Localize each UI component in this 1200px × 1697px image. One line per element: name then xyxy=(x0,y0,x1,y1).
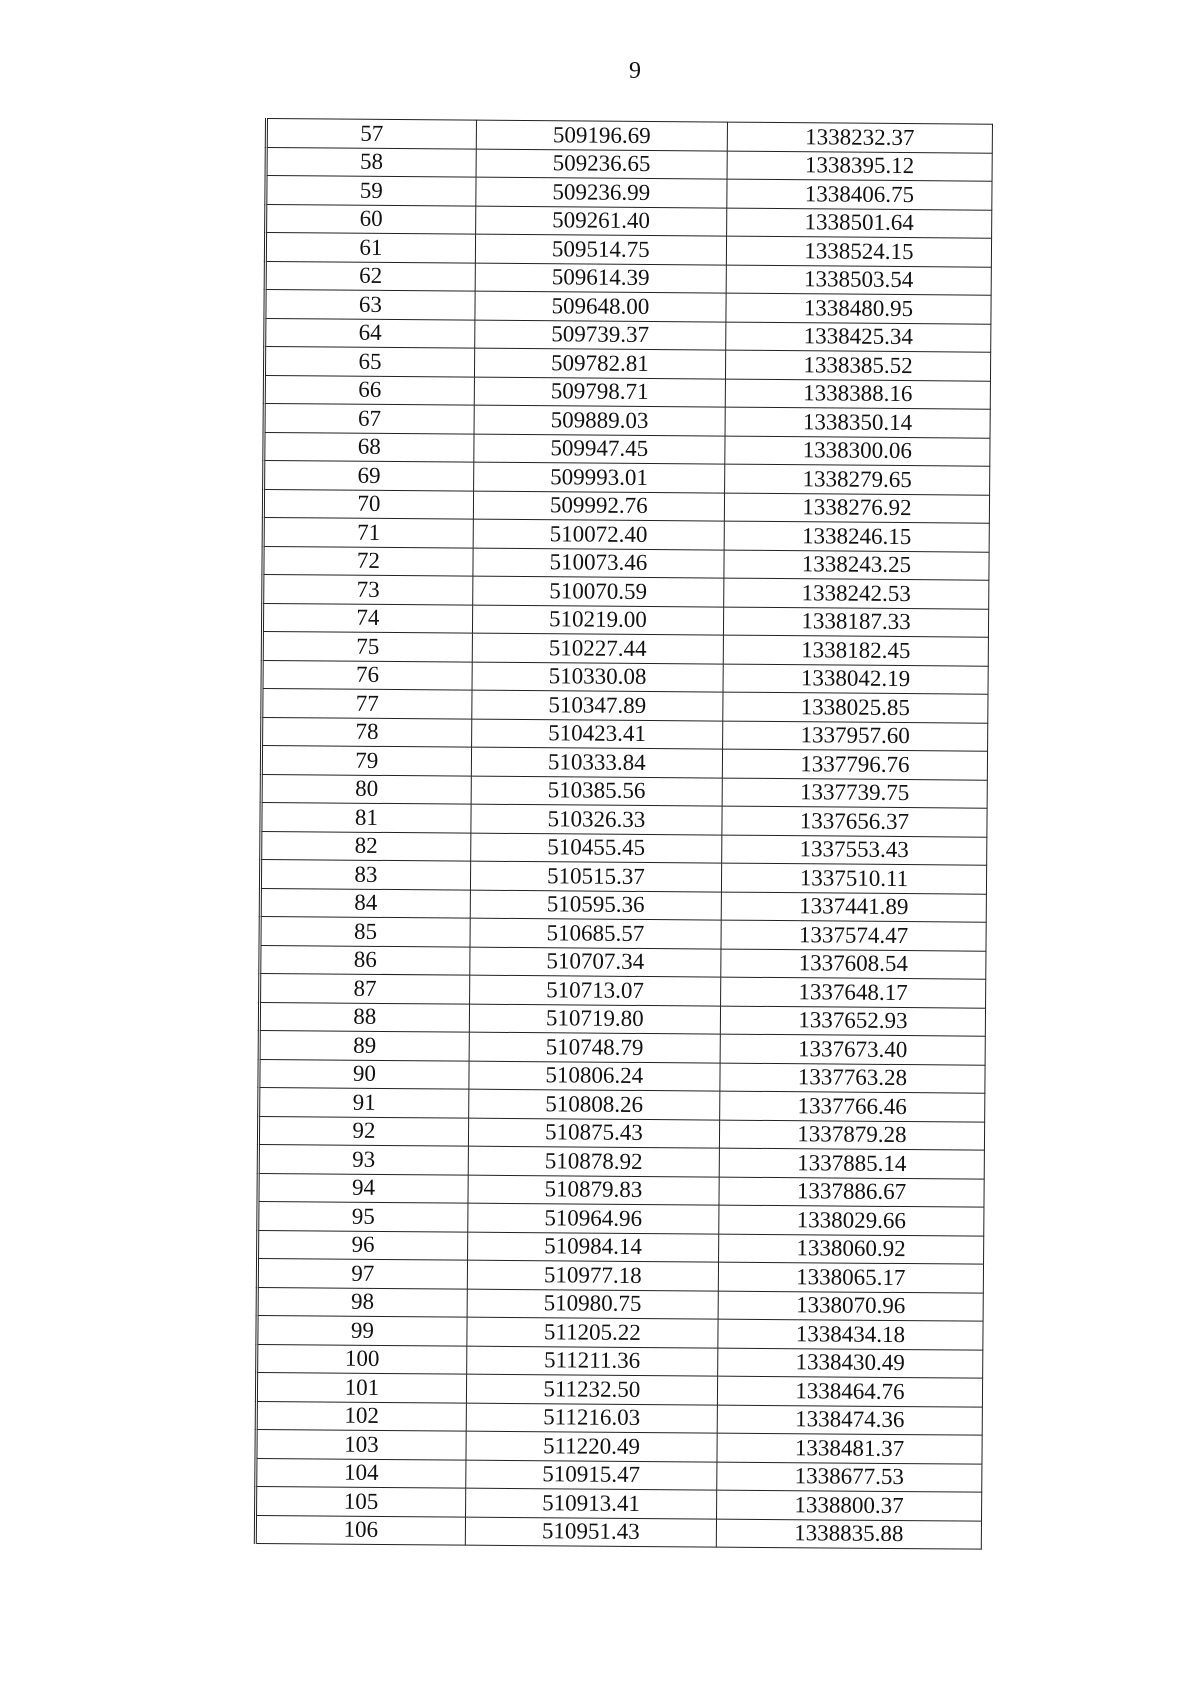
y-coordinate-cell: 1337574.47 xyxy=(721,920,986,951)
x-coordinate-cell: 510951.43 xyxy=(465,1517,716,1547)
table-row xyxy=(255,1515,981,1549)
point-number-cell: 83 xyxy=(260,859,470,889)
x-coordinate-cell: 509993.01 xyxy=(473,462,724,492)
y-coordinate-cell: 1338677.53 xyxy=(717,1462,982,1493)
point-number-cell: 73 xyxy=(263,574,473,604)
point-number-cell: 84 xyxy=(260,888,470,918)
y-coordinate-cell: 1338503.54 xyxy=(726,265,991,296)
x-coordinate-cell: 511232.50 xyxy=(466,1374,717,1404)
x-coordinate-cell: 510073.46 xyxy=(473,548,724,578)
y-coordinate-cell: 1338065.17 xyxy=(718,1262,983,1293)
x-coordinate-cell: 511216.03 xyxy=(466,1403,717,1433)
y-coordinate-cell: 1338350.14 xyxy=(725,407,990,438)
x-coordinate-cell: 510713.07 xyxy=(469,975,720,1005)
x-coordinate-cell: 510964.96 xyxy=(468,1203,719,1233)
y-coordinate-cell: 1338187.33 xyxy=(723,607,988,638)
y-coordinate-cell: 1338182.45 xyxy=(723,635,988,666)
point-number-cell: 86 xyxy=(260,945,470,975)
point-number-cell: 66 xyxy=(264,375,474,405)
y-coordinate-cell: 1338025.85 xyxy=(723,692,988,723)
point-number-cell: 91 xyxy=(259,1087,469,1117)
y-coordinate-cell: 1337763.28 xyxy=(720,1063,985,1094)
y-coordinate-cell: 1337441.89 xyxy=(721,892,986,923)
x-coordinate-cell: 510707.34 xyxy=(470,947,721,977)
y-coordinate-cell: 1337652.93 xyxy=(720,1006,985,1037)
point-number-cell: 100 xyxy=(257,1344,467,1374)
point-number-cell: 74 xyxy=(262,603,472,633)
point-number-cell: 105 xyxy=(256,1486,466,1516)
x-coordinate-cell: 510070.59 xyxy=(473,576,724,606)
point-number-cell: 103 xyxy=(256,1429,466,1459)
point-number-cell: 82 xyxy=(261,831,471,861)
x-coordinate-cell: 510333.84 xyxy=(471,747,722,777)
x-coordinate-cell: 510719.80 xyxy=(469,1004,720,1034)
x-coordinate-cell: 509992.76 xyxy=(473,491,724,521)
x-coordinate-cell: 511220.49 xyxy=(466,1431,717,1461)
x-coordinate-cell: 510980.75 xyxy=(467,1289,718,1319)
x-coordinate-cell: 509614.39 xyxy=(475,263,726,293)
y-coordinate-cell: 1337885.14 xyxy=(719,1148,984,1179)
point-number-cell: 76 xyxy=(262,660,472,690)
point-number-cell: 80 xyxy=(261,774,471,804)
y-coordinate-cell: 1338385.52 xyxy=(725,350,990,381)
point-number-cell: 72 xyxy=(263,546,473,576)
x-coordinate-cell: 509261.40 xyxy=(475,206,726,236)
point-number-cell: 90 xyxy=(259,1059,469,1089)
point-number-cell: 96 xyxy=(258,1230,468,1260)
x-coordinate-cell: 510330.08 xyxy=(472,662,723,692)
point-number-cell: 88 xyxy=(259,1002,469,1032)
x-coordinate-cell: 509196.69 xyxy=(476,120,727,150)
y-coordinate-cell: 1337648.17 xyxy=(720,977,985,1008)
y-coordinate-cell: 1338481.37 xyxy=(717,1433,982,1464)
point-number-cell: 68 xyxy=(264,432,474,462)
x-coordinate-cell: 510515.37 xyxy=(470,861,721,891)
y-coordinate-cell: 1338232.37 xyxy=(727,122,992,153)
point-number-cell: 69 xyxy=(264,461,474,491)
point-number-cell: 85 xyxy=(260,916,470,946)
point-number-cell: 78 xyxy=(262,717,472,747)
y-coordinate-cell: 1337957.60 xyxy=(722,721,987,752)
x-coordinate-cell: 510347.89 xyxy=(472,690,723,720)
x-coordinate-cell: 510595.36 xyxy=(470,890,721,920)
point-number-cell: 60 xyxy=(266,204,476,234)
point-number-cell: 97 xyxy=(257,1258,467,1288)
x-coordinate-cell: 510808.26 xyxy=(468,1089,719,1119)
y-coordinate-cell: 1338430.49 xyxy=(718,1348,983,1379)
x-coordinate-cell: 510326.33 xyxy=(471,804,722,834)
x-coordinate-cell: 509514.75 xyxy=(475,234,726,264)
y-coordinate-cell: 1338835.88 xyxy=(716,1519,981,1550)
y-coordinate-cell: 1338406.75 xyxy=(727,179,992,210)
y-coordinate-cell: 1338242.53 xyxy=(724,578,989,609)
table-body xyxy=(255,119,992,1550)
point-number-cell: 102 xyxy=(256,1401,466,1431)
point-number-cell: 71 xyxy=(263,517,473,547)
x-coordinate-cell: 509889.03 xyxy=(474,405,725,435)
y-coordinate-cell: 1338480.95 xyxy=(726,293,991,324)
y-coordinate-cell: 1337796.76 xyxy=(722,749,987,780)
point-number-cell: 95 xyxy=(258,1201,468,1231)
x-coordinate-cell: 511211.36 xyxy=(466,1346,717,1376)
x-coordinate-cell: 509236.65 xyxy=(476,149,727,179)
point-number-cell: 99 xyxy=(257,1315,467,1345)
point-number-cell: 62 xyxy=(265,261,475,291)
y-coordinate-cell: 1337766.46 xyxy=(720,1091,985,1122)
point-number-cell: 106 xyxy=(255,1515,465,1545)
y-coordinate-cell: 1338501.64 xyxy=(727,208,992,239)
x-coordinate-cell: 509648.00 xyxy=(475,291,726,321)
x-coordinate-cell: 510875.43 xyxy=(468,1118,719,1148)
x-coordinate-cell: 510072.40 xyxy=(473,519,724,549)
point-number-cell: 81 xyxy=(261,802,471,832)
x-coordinate-cell: 510219.00 xyxy=(472,605,723,635)
point-number-cell: 98 xyxy=(257,1287,467,1317)
y-coordinate-cell: 1338060.92 xyxy=(718,1234,983,1265)
y-coordinate-cell: 1338434.18 xyxy=(718,1319,983,1350)
point-number-cell: 101 xyxy=(256,1372,466,1402)
point-number-cell: 58 xyxy=(266,147,476,177)
y-coordinate-cell: 1338276.92 xyxy=(724,493,989,524)
x-coordinate-cell: 510915.47 xyxy=(466,1460,717,1490)
x-coordinate-cell: 510913.41 xyxy=(465,1488,716,1518)
y-coordinate-cell: 1337553.43 xyxy=(722,835,987,866)
x-coordinate-cell: 510685.57 xyxy=(470,918,721,948)
point-number-cell: 89 xyxy=(259,1030,469,1060)
y-coordinate-cell: 1338425.34 xyxy=(726,322,991,353)
point-number-cell: 93 xyxy=(258,1144,468,1174)
x-coordinate-cell: 510385.56 xyxy=(471,776,722,806)
y-coordinate-cell: 1338070.96 xyxy=(718,1291,983,1322)
y-coordinate-cell: 1338524.15 xyxy=(726,236,991,267)
point-number-cell: 94 xyxy=(258,1173,468,1203)
x-coordinate-cell: 509947.45 xyxy=(474,434,725,464)
point-number-cell: 67 xyxy=(264,404,474,434)
x-coordinate-cell: 509236.99 xyxy=(476,177,727,207)
point-number-cell: 63 xyxy=(265,290,475,320)
y-coordinate-cell: 1338800.37 xyxy=(716,1490,981,1521)
y-coordinate-cell: 1337673.40 xyxy=(720,1034,985,1065)
point-number-cell: 92 xyxy=(258,1116,468,1146)
y-coordinate-cell: 1338243.25 xyxy=(724,550,989,581)
x-coordinate-cell: 511205.22 xyxy=(467,1317,718,1347)
coordinates-table xyxy=(254,118,993,1550)
x-coordinate-cell: 510227.44 xyxy=(472,633,723,663)
x-coordinate-cell: 510977.18 xyxy=(467,1260,718,1290)
y-coordinate-cell: 1338300.06 xyxy=(725,436,990,467)
point-number-cell: 59 xyxy=(266,176,476,206)
y-coordinate-cell: 1338029.66 xyxy=(719,1205,984,1236)
x-coordinate-cell: 510748.79 xyxy=(469,1032,720,1062)
x-coordinate-cell: 510806.24 xyxy=(469,1061,720,1091)
page-number: 9 xyxy=(629,58,641,84)
point-number-cell: 79 xyxy=(261,745,471,775)
y-coordinate-cell: 1337608.54 xyxy=(721,949,986,980)
point-number-cell: 65 xyxy=(264,347,474,377)
x-coordinate-cell: 509782.81 xyxy=(474,348,725,378)
x-coordinate-cell: 510984.14 xyxy=(467,1232,718,1262)
y-coordinate-cell: 1338279.65 xyxy=(724,464,989,495)
point-number-cell: 77 xyxy=(262,688,472,718)
point-number-cell: 75 xyxy=(262,631,472,661)
x-coordinate-cell: 510879.83 xyxy=(468,1175,719,1205)
x-coordinate-cell: 509798.71 xyxy=(474,377,725,407)
point-number-cell: 70 xyxy=(263,489,473,519)
y-coordinate-cell: 1338474.36 xyxy=(717,1405,982,1436)
point-number-cell: 57 xyxy=(266,119,476,149)
y-coordinate-cell: 1338464.76 xyxy=(717,1376,982,1407)
y-coordinate-cell: 1338395.12 xyxy=(727,151,992,182)
point-number-cell: 104 xyxy=(256,1458,466,1488)
y-coordinate-cell: 1337886.67 xyxy=(719,1177,984,1208)
y-coordinate-cell: 1338246.15 xyxy=(724,521,989,552)
y-coordinate-cell: 1338388.16 xyxy=(725,379,990,410)
x-coordinate-cell: 510878.92 xyxy=(468,1146,719,1176)
x-coordinate-cell: 510455.45 xyxy=(470,833,721,863)
point-number-cell: 87 xyxy=(260,973,470,1003)
y-coordinate-cell: 1337656.37 xyxy=(722,806,987,837)
y-coordinate-cell: 1338042.19 xyxy=(723,664,988,695)
y-coordinate-cell: 1337510.11 xyxy=(721,863,986,894)
point-number-cell: 61 xyxy=(265,233,475,263)
x-coordinate-cell: 509739.37 xyxy=(475,320,726,350)
point-number-cell: 64 xyxy=(265,318,475,348)
y-coordinate-cell: 1337739.75 xyxy=(722,778,987,809)
y-coordinate-cell: 1337879.28 xyxy=(719,1120,984,1151)
x-coordinate-cell: 510423.41 xyxy=(471,719,722,749)
